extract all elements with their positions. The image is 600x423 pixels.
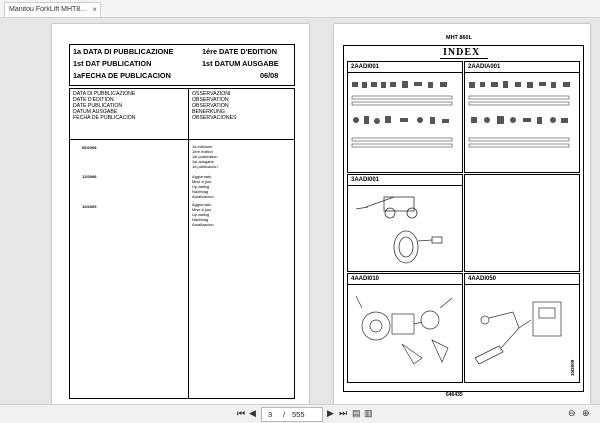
header-line-1a: 1a DATA DI PUBBLICAZIONE <box>73 47 174 56</box>
cell-code: 2AADIA001 <box>468 64 501 70</box>
cell-code: 4AADI050 <box>468 276 497 282</box>
header-line-3a: 1aFECHA DE PUBLICACION <box>73 71 171 80</box>
cell-divider <box>348 72 462 73</box>
revision-note: Atualizacion <box>192 222 214 227</box>
index-frame <box>343 45 584 392</box>
header-line-1b: 1ére DATE D'EDITION <box>202 47 277 56</box>
cell-divider <box>465 72 579 73</box>
telehandler-drawing-icon <box>354 189 458 269</box>
current-page: 3 <box>268 410 273 419</box>
col-heading-right: OSSERVAZIONI <box>192 91 231 97</box>
next-page-icon[interactable]: ▶ <box>327 408 334 418</box>
revision-note: Up dating <box>192 184 210 189</box>
document-tab[interactable] <box>4 2 101 17</box>
header-line-2a: 1st DAT PUBLICATION <box>73 59 152 68</box>
tab-title: Manitou ForkLift MHT8... <box>9 6 87 13</box>
revision-note: 1st ausgabe <box>192 159 214 164</box>
navigation-bar <box>0 404 600 423</box>
pdf-page-right <box>334 24 590 404</box>
index-title-box <box>440 47 488 59</box>
column-divider <box>188 89 189 398</box>
cell-code: 3AADI001 <box>351 177 380 183</box>
index-cell[interactable] <box>464 61 580 173</box>
revision-note: Atualizacion <box>192 194 214 199</box>
revision-table <box>69 88 295 399</box>
index-cell[interactable] <box>347 61 463 173</box>
revision-note: Aggiornato <box>192 202 212 207</box>
revision-note: 1a edizione <box>192 144 213 149</box>
model-label: MHT 860L <box>446 35 472 41</box>
page-separator: / <box>283 410 286 419</box>
close-icon[interactable]: × <box>92 5 97 14</box>
revision-date: 10/2009 <box>82 204 97 209</box>
edition-date: 06/08 <box>260 71 279 80</box>
zoom-in-icon[interactable]: ⊕ <box>582 408 590 418</box>
revision-note: 1st publication <box>192 154 218 159</box>
side-date: 10/2009 <box>570 359 575 376</box>
engine-drawing-icon <box>352 288 460 380</box>
revision-note: Nachtrag <box>192 189 209 194</box>
header-line-2b: 1st DATUM AUSGABE <box>202 59 279 68</box>
zoom-out-icon[interactable]: ⊖ <box>568 408 576 418</box>
col-heading-right: BENERKUNG <box>192 109 225 115</box>
col-heading-left: DATA DI PUBBLICAZIONE <box>73 91 136 97</box>
first-page-icon[interactable]: ⏮ <box>237 408 246 418</box>
pdf-page-left <box>52 24 309 404</box>
revision-note: Up dating <box>192 212 210 217</box>
two-page-view-icon[interactable]: ▥ <box>364 408 373 418</box>
edition-header-box <box>69 44 295 86</box>
col-heading-right: OBSERVATION <box>192 103 229 109</box>
col-heading-right: OBSERVATION <box>192 97 229 103</box>
index-title: INDEX <box>443 47 481 58</box>
revision-note: 1ére édition <box>192 149 213 154</box>
revision-date: 06/2008 <box>82 145 97 150</box>
header-divider <box>70 139 294 140</box>
cell-code: 4AADI010 <box>351 276 380 282</box>
col-heading-left: DATE PUBLICATION <box>73 103 123 109</box>
exhaust-drawing-icon <box>469 288 577 380</box>
revision-date: 12/2008 <box>82 174 97 179</box>
col-heading-left: DATE D'EDITION <box>73 97 114 103</box>
cell-code: 2AADI001 <box>351 64 380 70</box>
tab-bar <box>0 0 600 18</box>
revision-note: Mise à jour <box>192 207 212 212</box>
index-cell-empty <box>464 174 580 272</box>
revision-note: Aggiornato <box>192 174 212 179</box>
index-cell[interactable] <box>347 273 463 383</box>
cell-divider <box>465 284 579 285</box>
document-number: 646435 <box>446 392 463 398</box>
col-heading-right: OBSERVACIONES <box>192 115 237 121</box>
page-number-field[interactable] <box>261 407 323 422</box>
col-heading-left: FECHA DE PUBLICACION <box>73 115 136 121</box>
total-pages: 555 <box>292 410 305 419</box>
revision-note: Mise à jour <box>192 179 212 184</box>
revision-note: Nachtrag <box>192 217 209 222</box>
parts-drawing-icon <box>467 76 577 170</box>
cell-divider <box>348 284 462 285</box>
index-cell[interactable] <box>464 273 580 383</box>
cell-divider <box>348 185 462 186</box>
parts-drawing-icon <box>350 76 460 170</box>
page-view-icon[interactable]: ▤ <box>352 408 361 418</box>
previous-page-icon[interactable]: ◀ <box>249 408 256 418</box>
pdf-viewer <box>0 18 600 404</box>
col-heading-left: DATUM AUSGABE <box>73 109 118 115</box>
index-cell[interactable] <box>347 174 463 272</box>
last-page-icon[interactable]: ⏭ <box>339 408 348 418</box>
revision-note: 1a publicación <box>192 164 218 169</box>
